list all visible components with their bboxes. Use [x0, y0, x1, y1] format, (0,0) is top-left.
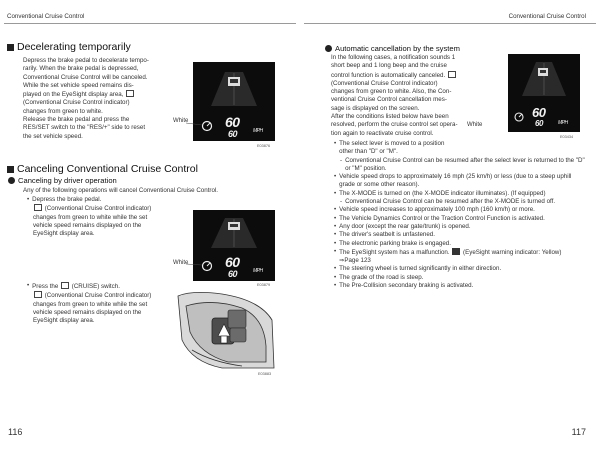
speed-unit: MPH: [253, 128, 263, 134]
right-running-header: Conventional Cruise Control: [508, 13, 586, 20]
figure-code: E03883: [258, 372, 272, 376]
list-item: • The driver's seatbelt is unfastened.: [334, 231, 435, 239]
left-running-header: Conventional Cruise Control: [7, 13, 85, 20]
speed-unit: MPH: [253, 268, 263, 274]
decelerating-text: Depress the brake pedal to decelerate tempo- rarily. When the brake pedal is depressed, Conventional Cruise Control will be canceled. While the set vehicle speed remains dis- played on the EyeSight display area, (Conventional Cruise Control indicator) changes from green to white. Release the brake pedal and press the RES/SET switch to the "RES/+" side to reset the set vehicle speed.: [23, 57, 149, 140]
cruise-switch-icon: [61, 282, 69, 289]
list-item: • Vehicle speed drops to approximately 16 mph (25 km/h) or less (due to a steep uphill grade or some other reason).: [334, 173, 572, 189]
left-header-rule: [4, 23, 296, 24]
list-item: • The grade of the road is steep.: [334, 273, 424, 281]
page-reference[interactable]: ⇒Page 123: [339, 257, 371, 265]
steering-wheel-switch-graphic: [172, 290, 276, 370]
list-item: - Conventional Cruise Control can be resumed after the X-MODE is turned off.: [340, 198, 556, 206]
bullet-cruise-switch: • Press the (CRUISE) switch. (Conventional Cruise Control indicator) changes from green to white while the set vehicle speed remains displayed on the EyeSight display area.: [27, 282, 152, 325]
list-item: • Any door (except the rear gate/trunk) is opened.: [334, 222, 471, 230]
section-title-automatic-cancellation: Automatic cancellation by the system: [325, 44, 460, 53]
cruise-indicator-icon: [34, 204, 42, 211]
list-item: • The select lever is moved to a position other than "D" or "M".: [334, 140, 445, 156]
set-speed-value: 60: [225, 254, 240, 270]
subsection-title-driver-operation: Canceling by driver operation: [8, 176, 117, 185]
list-item: • The electronic parking brake is engaged.: [334, 239, 451, 247]
current-speed-value: 60: [228, 269, 238, 279]
automatic-cancellation-text: In the following cases, a notification sounds 1 short beep and 1 long beep and the cruise control function is automatically canceled. (Conventional Cruise Control indicator) changes from green to white. Also, the Con- ventional Cruise Control cancellation mes- sage is displayed on the screen. After the conditions listed below have been resolved, perform the cruise control set opera- tion again to reactivate cruise control.: [331, 54, 458, 137]
list-item: • Vehicle speed increases to approximately 100 mph (160 km/h) or more.: [334, 206, 535, 214]
bullet-square-icon: [7, 44, 14, 51]
cruise-indicator-icon: [34, 291, 42, 298]
bullet-dot-icon: [8, 177, 15, 184]
list-item: • The X-MODE is turned on (the X-MODE indicator illuminates). (If equipped): [334, 189, 546, 197]
list-item: - Conventional Cruise Control can be resumed after the select lever is returned to the "D" or "M" position.: [340, 156, 585, 172]
figure-code: E03876: [257, 144, 271, 148]
figure-caption-white: White: [173, 118, 189, 124]
eyesight-warning-icon: [452, 248, 460, 255]
cancellation-conditions-list: [334, 140, 592, 290]
display-figure-brake-cancel: [173, 210, 275, 290]
right-page-number: 117: [571, 427, 586, 437]
section-title-canceling: Canceling Conventional Cruise Control: [7, 163, 198, 175]
display-figure-decelerating: [173, 62, 275, 150]
section-title-decelerating: Decelerating temporarily: [7, 41, 131, 53]
current-speed-value: 60: [535, 119, 543, 128]
figure-code: E03879: [257, 283, 271, 287]
left-page-number: 116: [8, 427, 23, 437]
list-item: • The Pre-Collision secondary braking is activated.: [334, 282, 474, 290]
bullet-square-icon: [7, 166, 14, 173]
list-item: • The EyeSight system has a malfunction. (EyeSight warning indicator: Yellow) ⇒Page 123: [334, 247, 562, 265]
figure-caption-white: White: [173, 260, 189, 266]
current-speed-value: 60: [228, 129, 238, 139]
list-item: • The steering wheel is turned significantly in either direction.: [334, 265, 502, 273]
canceling-intro: Any of the following operations will cancel Conventional Cruise Control.: [23, 187, 219, 194]
figure-caption-white: White: [467, 122, 483, 128]
speed-unit: MPH: [558, 120, 568, 126]
cruise-indicator-icon: [448, 71, 456, 78]
figure-code: E03434: [560, 135, 574, 139]
steering-wheel-figure: [172, 290, 276, 380]
right-header-rule: [304, 23, 596, 24]
cruise-indicator-icon: [126, 90, 134, 97]
display-figure-auto-cancel: [467, 54, 580, 144]
set-speed-value: 60: [225, 114, 240, 130]
bullet-dot-icon: [325, 45, 332, 52]
set-speed-value: 60: [532, 105, 546, 120]
bullet-brake-pedal: • Depress the brake pedal. (Conventional Cruise Control indicator) changes from green to white while the set vehicle speed remains displayed on the EyeSight display area.: [27, 196, 152, 238]
list-item: • The Vehicle Dynamics Control or the Traction Control Function is activated.: [334, 214, 545, 222]
